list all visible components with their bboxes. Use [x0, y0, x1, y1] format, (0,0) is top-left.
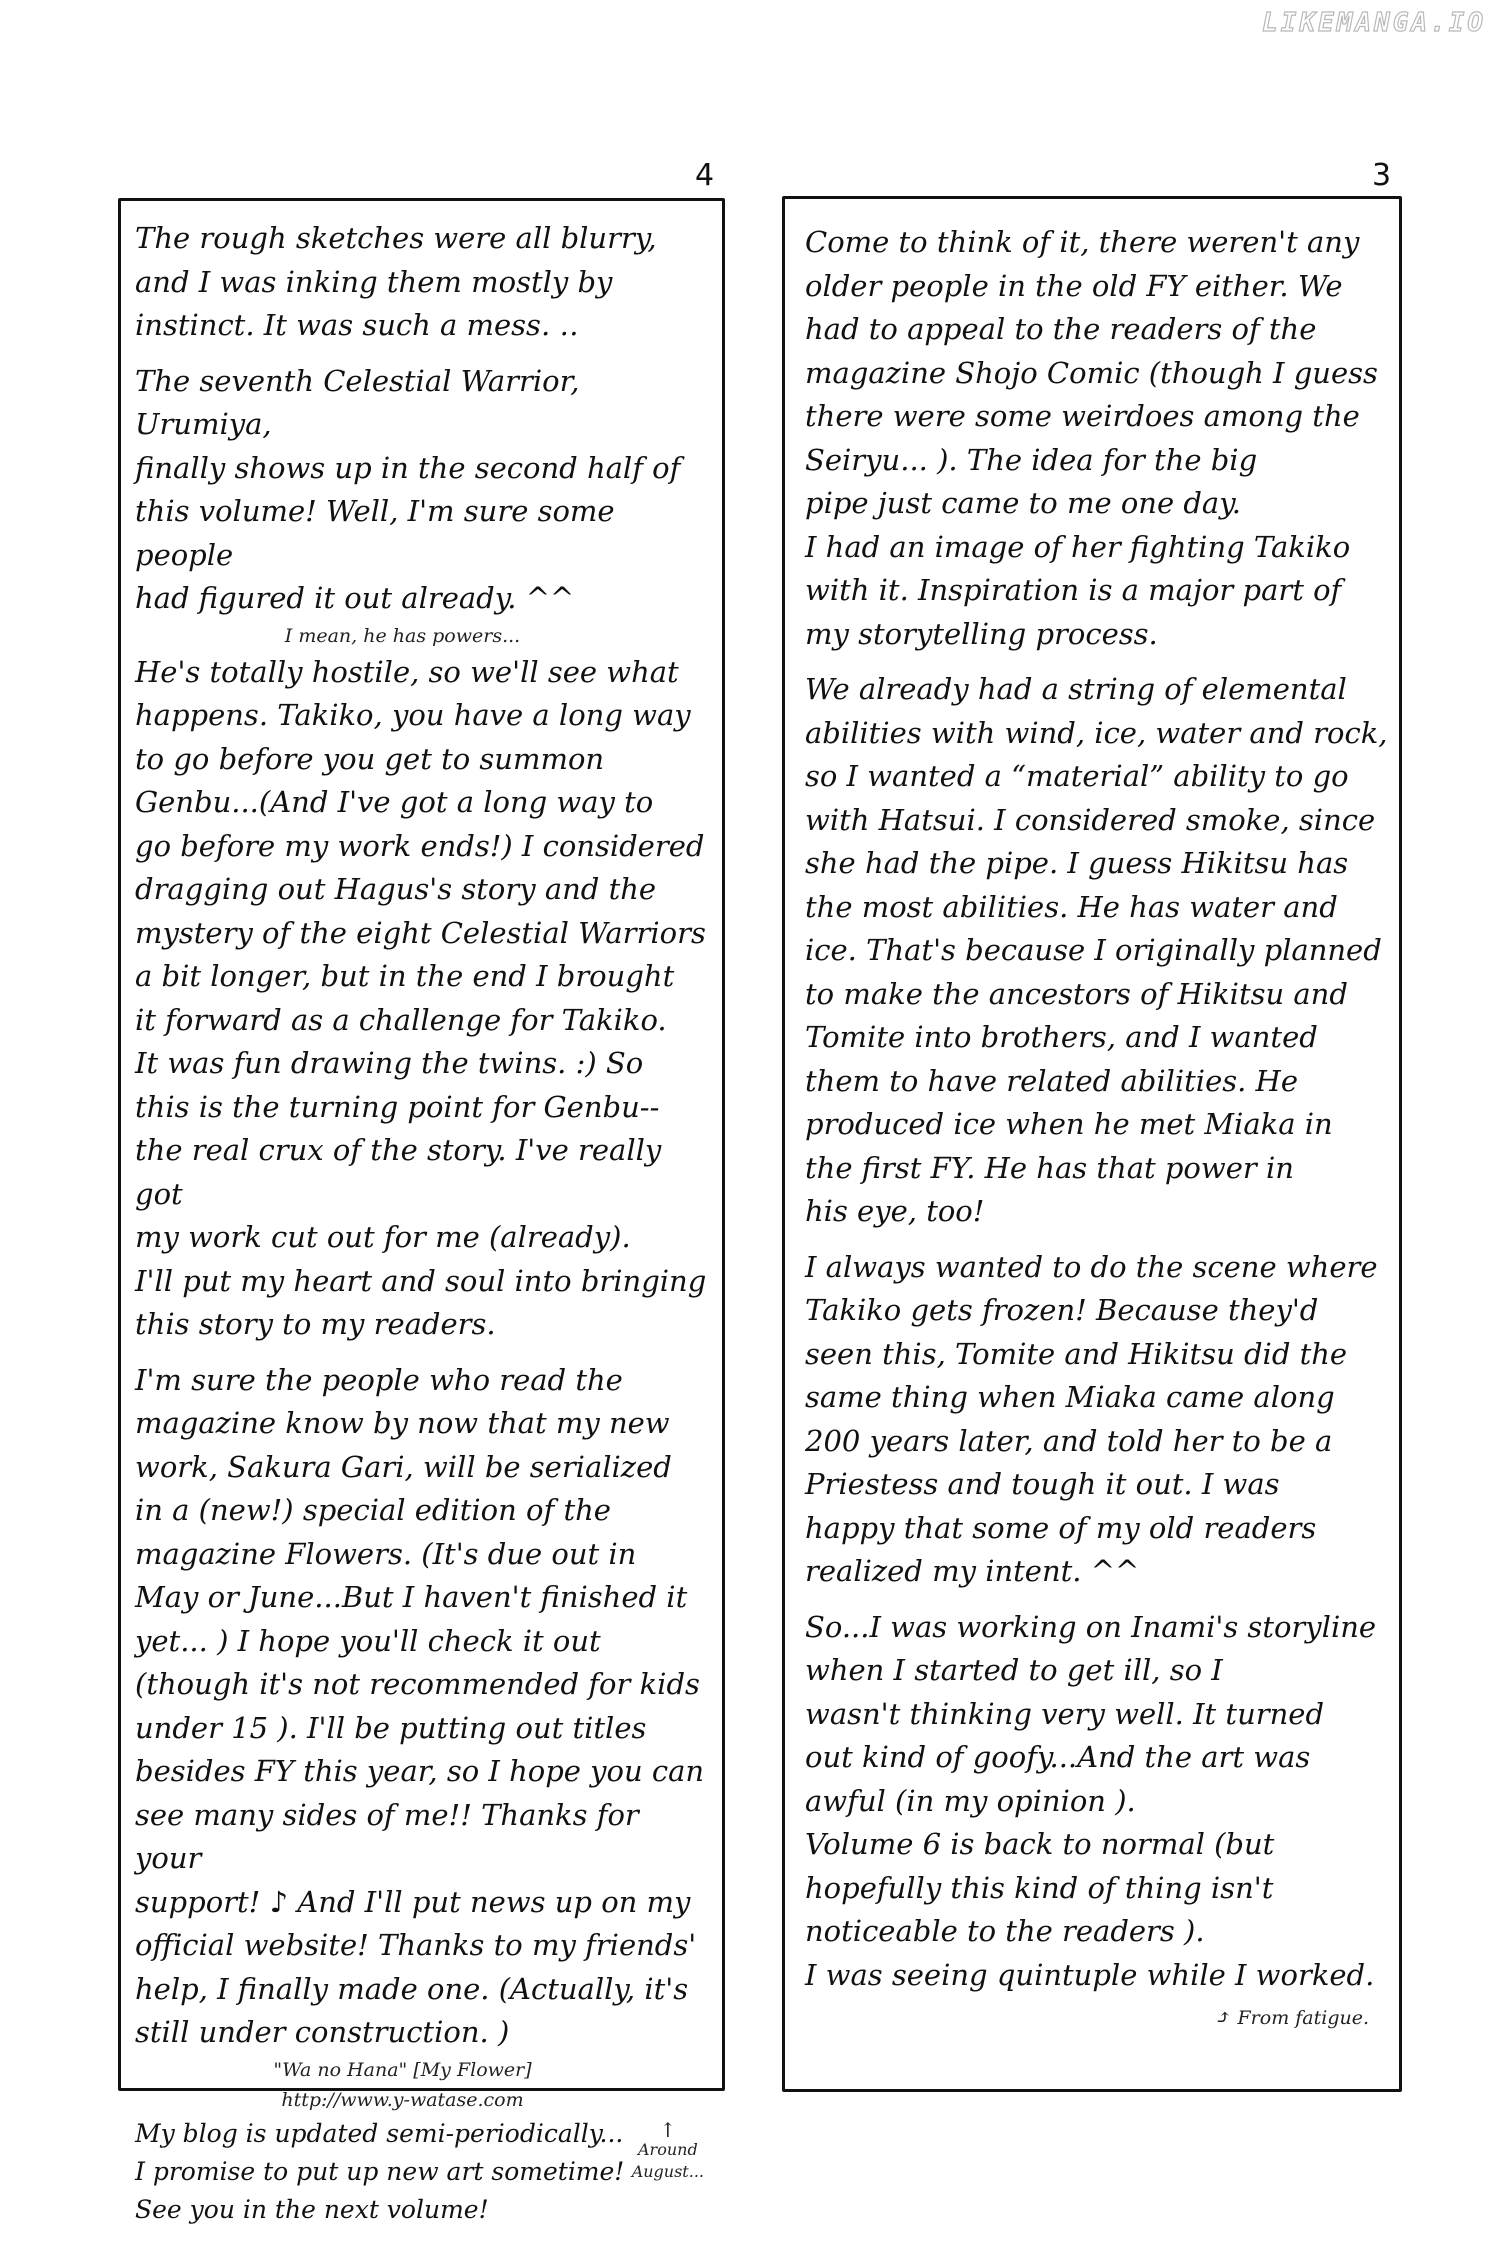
- right-text-panel: [782, 196, 1402, 2092]
- page-number-right: 3: [1372, 158, 1392, 193]
- website-url: http://www.y-watase.com: [281, 2088, 524, 2111]
- left-text-panel: [118, 198, 725, 2224]
- left-paragraph-3: He's totally hostile, so we'll see what happens. Takiko, you have a long way to go before you get to summon Genbu...(And I've got a long way to go before my work ends!) I considered dragging out Hagus's story and the mystery of the eight Celestial Warriors a bit longer, but in the end I brought it forward as a challenge for Takiko. It was fun drawing the twins. :) So this is the turning point for Genbu-- the real crux of the story. I've really got my work cut out for me (already). I'll put my heart and soul into bringing this story to my readers.: [135, 654, 707, 1341]
- blog-line: My blog is updated semi-periodically...: [135, 2118, 624, 2148]
- left-paragraph-4: I'm sure the people who read the magazine know by now that my new work, Sakura Gari, will be serialized in a (new!) special edition of the magazine Flowers. (It's due out in May or June...But I haven't finished it yet... ) I hope you'll check it out (though it's not recommended for kids under 15 ). I'll be putting out titles besides FY this year, so I hope you can see many sides of me!! Thanks for your support! ♪ And I'll put news up on my official website! Thanks to my friends' help, I finally made one. (Actually, it's still under construction. ): [135, 1362, 705, 2049]
- note-powers: I mean, he has powers...: [284, 624, 521, 647]
- right-paragraph-3: I always wanted to do the scene where Takiko gets frozen! Because they'd seen this, Tomite and Hikitsu did the same thing when Miaka came along 200 years later, and told her to be a Priestess and tough it out. I was happy that some of my old readers realized my intent. ^^: [805, 1249, 1378, 1588]
- site-watermark: LIKEMANGA.IO: [1262, 8, 1486, 38]
- promise-line: I promise to put up new art sometime!: [135, 2156, 625, 2186]
- note-fatigue: ⤴ From fatigue.: [1214, 2005, 1369, 2029]
- left-paragraph-2: The seventh Celestial Warrior, Urumiya, finally shows up in the second half of this volume! Well, I'm sure some people had figured it out already. ^^: [135, 363, 681, 615]
- note-around-august: ↑ Around August...: [631, 2117, 704, 2181]
- see-you-line: See you in the next volume!: [135, 2194, 489, 2224]
- website-name: "Wa no Hana" [My Flower]: [273, 2058, 532, 2081]
- right-paragraph-4: So...I was working on Inami's storyline when I started to get ill, so I wasn't thinking very well. It turned out kind of goofy...And the art was awful (in my opinion ). Volume 6 is back to normal (but hopefully this kind of thing isn't noticeable to the readers ). I was seeing quintuple while I worked.: [805, 1609, 1377, 1992]
- closing-block: [135, 2115, 710, 2229]
- page-number-left: 4: [695, 158, 715, 193]
- right-paragraph-2: We already had a string of elemental abilities with wind, ice, water and rock, so I wanted a “material” ability to go with Hatsui. I considered smoke, since she had the pipe. I guess Hikitsu has the most abilities. He has water and ice. That's because I originally planned to make the ancestors of Hikitsu and Tomite into brothers, and I wanted them to have related abilities. He produced ice when he met Miaka in the first FY. He has that power in his eye, too!: [805, 672, 1388, 1228]
- left-paragraph-1: The rough sketches were all blurry, and I was inking them mostly by instinct. It was such a mess. ‥: [135, 221, 657, 342]
- right-paragraph-1: Come to think of it, there weren't any older people in the old FY either. We had to appeal to the readers of the magazine Shojo Comic (though I guess there were some weirdoes among the Seiryu... ). The idea for the big pipe just came to me one day. I had an image of her fighting Takiko with it. Inspiration is a major part of my storytelling process.: [805, 225, 1378, 651]
- up-arrow-icon: ↑: [659, 2117, 677, 2142]
- curved-arrow-icon: ⤴: [1214, 2005, 1232, 2029]
